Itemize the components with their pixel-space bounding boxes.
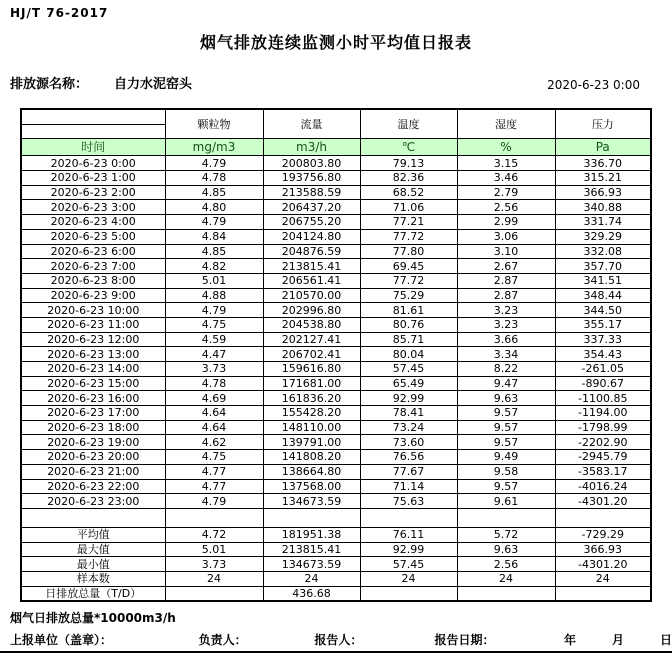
- value-cell: -1798.99: [555, 420, 651, 435]
- unit-cell-humidity: %: [457, 139, 555, 156]
- value-cell: 3.34: [457, 347, 555, 362]
- value-cell: -2202.90: [555, 435, 651, 450]
- value-cell: -261.05: [555, 362, 651, 377]
- source-name: 自力水泥窑头: [114, 77, 193, 92]
- summary-value-cell: [457, 586, 555, 601]
- value-cell: 2.79: [457, 185, 555, 200]
- value-cell: -1100.85: [555, 391, 651, 406]
- unit-cell-pm: mg/m3: [165, 139, 263, 156]
- value-cell: 5.01: [165, 273, 263, 288]
- footer-note: 烟气日排放总量*10000m3/h: [10, 611, 176, 626]
- value-cell: 80.76: [360, 317, 457, 332]
- value-cell: 68.52: [360, 185, 457, 200]
- unit-cell-pressure: Pa: [555, 139, 651, 156]
- summary-value-cell: [360, 586, 457, 601]
- summary-value-cell: -4301.20: [555, 557, 651, 572]
- value-cell: 75.63: [360, 494, 457, 509]
- value-cell: 340.88: [555, 200, 651, 215]
- bottom-divider: [0, 651, 672, 653]
- time-cell: 2020-6-23 7:00: [21, 259, 165, 274]
- value-cell: 71.06: [360, 200, 457, 215]
- summary-value-cell: 24: [263, 571, 360, 586]
- value-cell: 3.06: [457, 229, 555, 244]
- value-cell: 85.71: [360, 332, 457, 347]
- year-label: 年: [563, 633, 576, 648]
- source-label: 排放源名称：: [10, 77, 89, 92]
- summary-row: [21, 586, 651, 601]
- value-cell: 4.79: [165, 494, 263, 509]
- value-cell: 3.23: [457, 303, 555, 318]
- value-cell: 9.58: [457, 464, 555, 479]
- value-cell: 4.47: [165, 347, 263, 362]
- table-row: [21, 420, 651, 435]
- unit-cell-flow: m3/h: [263, 139, 360, 156]
- table-row: [21, 406, 651, 421]
- spacer-row: [21, 508, 651, 527]
- value-cell: 4.82: [165, 259, 263, 274]
- summary-label-cell: 最小值: [21, 557, 165, 572]
- table-row: [21, 332, 651, 347]
- table-row: [21, 303, 651, 318]
- value-cell: 202127.41: [263, 332, 360, 347]
- value-cell: 204538.80: [263, 317, 360, 332]
- time-header-cell: 时间: [21, 139, 165, 156]
- value-cell: 148110.00: [263, 420, 360, 435]
- summary-row: [21, 542, 651, 557]
- value-cell: 4.64: [165, 420, 263, 435]
- value-cell: 315.21: [555, 171, 651, 186]
- value-cell: 79.13: [360, 156, 457, 171]
- value-cell: 204124.80: [263, 229, 360, 244]
- table-row: [21, 259, 651, 274]
- table-row: [21, 435, 651, 450]
- value-cell: 341.51: [555, 273, 651, 288]
- spacer-cell: [457, 508, 555, 527]
- value-cell: 366.93: [555, 185, 651, 200]
- corner-cell-top: [21, 109, 165, 124]
- value-cell: 76.56: [360, 450, 457, 465]
- summary-value-cell: 9.63: [457, 542, 555, 557]
- value-cell: 348.44: [555, 288, 651, 303]
- value-cell: 4.78: [165, 171, 263, 186]
- table-row: [21, 288, 651, 303]
- value-cell: 75.29: [360, 288, 457, 303]
- summary-row: [21, 557, 651, 572]
- value-cell: 71.14: [360, 479, 457, 494]
- emission-source: [10, 73, 192, 92]
- value-cell: 77.72: [360, 273, 457, 288]
- value-cell: 9.57: [457, 420, 555, 435]
- value-cell: 57.45: [360, 362, 457, 377]
- standard-number: HJ/T 76-2017: [10, 6, 109, 20]
- month-label: 月: [611, 633, 624, 648]
- spacer-cell: [555, 508, 651, 527]
- report-date-label: 报告日期：: [434, 633, 495, 648]
- value-cell: 354.43: [555, 347, 651, 362]
- value-cell: 2.87: [457, 273, 555, 288]
- column-header-flow: 流量: [263, 109, 360, 139]
- value-cell: 80.04: [360, 347, 457, 362]
- summary-value-cell: 181951.38: [263, 527, 360, 542]
- summary-value-cell: 366.93: [555, 542, 651, 557]
- day-label: 日: [659, 633, 672, 648]
- time-cell: 2020-6-23 18:00: [21, 420, 165, 435]
- table-row: [21, 362, 651, 377]
- table-row: [21, 317, 651, 332]
- time-cell: 2020-6-23 19:00: [21, 435, 165, 450]
- time-cell: 2020-6-23 21:00: [21, 464, 165, 479]
- table-row: [21, 200, 651, 215]
- value-cell: 206702.41: [263, 347, 360, 362]
- value-cell: 139791.00: [263, 435, 360, 450]
- summary-value-cell: 76.11: [360, 527, 457, 542]
- spacer-cell: [360, 508, 457, 527]
- value-cell: 82.36: [360, 171, 457, 186]
- summary-rows: [21, 527, 651, 601]
- value-cell: 141808.20: [263, 450, 360, 465]
- table-row: [21, 479, 651, 494]
- value-cell: 4.79: [165, 215, 263, 230]
- value-cell: 4.79: [165, 303, 263, 318]
- value-cell: 4.78: [165, 376, 263, 391]
- time-cell: 2020-6-23 20:00: [21, 450, 165, 465]
- value-cell: 73.60: [360, 435, 457, 450]
- value-cell: 9.47: [457, 376, 555, 391]
- value-cell: 3.46: [457, 171, 555, 186]
- summary-row: [21, 571, 651, 586]
- value-cell: 4.75: [165, 450, 263, 465]
- time-cell: 2020-6-23 6:00: [21, 244, 165, 259]
- time-cell: 2020-6-23 10:00: [21, 303, 165, 318]
- spacer-cell: [263, 508, 360, 527]
- value-cell: 4.79: [165, 156, 263, 171]
- time-cell: 2020-6-23 5:00: [21, 229, 165, 244]
- summary-value-cell: 4.72: [165, 527, 263, 542]
- value-cell: 9.49: [457, 450, 555, 465]
- time-cell: 2020-6-23 16:00: [21, 391, 165, 406]
- summary-value-cell: 24: [555, 571, 651, 586]
- summary-value-cell: 436.68: [263, 586, 360, 601]
- table-row: [21, 273, 651, 288]
- column-header-pm: 颗粒物: [165, 109, 263, 139]
- summary-value-cell: 24: [165, 571, 263, 586]
- value-cell: 9.63: [457, 391, 555, 406]
- value-cell: 9.57: [457, 479, 555, 494]
- value-cell: 3.15: [457, 156, 555, 171]
- date-placeholders: [528, 631, 672, 648]
- report-info-row: [10, 73, 640, 92]
- table-row: [21, 376, 651, 391]
- value-cell: 4.62: [165, 435, 263, 450]
- time-cell: 2020-6-23 9:00: [21, 288, 165, 303]
- time-cell: 2020-6-23 13:00: [21, 347, 165, 362]
- value-cell: 138664.80: [263, 464, 360, 479]
- value-cell: 337.33: [555, 332, 651, 347]
- corner-cell-bottom: [21, 124, 165, 139]
- value-cell: 202996.80: [263, 303, 360, 318]
- value-cell: 159616.80: [263, 362, 360, 377]
- responsible-person-label: 负责人：: [198, 633, 247, 648]
- value-cell: 171681.00: [263, 376, 360, 391]
- value-cell: 4.80: [165, 200, 263, 215]
- value-cell: 92.99: [360, 391, 457, 406]
- value-cell: 331.74: [555, 215, 651, 230]
- time-cell: 2020-6-23 0:00: [21, 156, 165, 171]
- time-cell: 2020-6-23 2:00: [21, 185, 165, 200]
- summary-value-cell: 24: [360, 571, 457, 586]
- column-header-temp: 温度: [360, 109, 457, 139]
- unit-header-row: [21, 139, 651, 156]
- value-cell: 4.75: [165, 317, 263, 332]
- summary-value-cell: 5.72: [457, 527, 555, 542]
- table-row: [21, 215, 651, 230]
- value-cell: 3.73: [165, 362, 263, 377]
- summary-value-cell: 3.73: [165, 557, 263, 572]
- value-cell: 2.56: [457, 200, 555, 215]
- table-row: [21, 347, 651, 362]
- value-cell: 4.77: [165, 479, 263, 494]
- table-row: [21, 229, 651, 244]
- value-cell: -4016.24: [555, 479, 651, 494]
- time-cell: 2020-6-23 1:00: [21, 171, 165, 186]
- summary-label-cell: 最大值: [21, 542, 165, 557]
- value-cell: 77.80: [360, 244, 457, 259]
- value-cell: 206437.20: [263, 200, 360, 215]
- column-header-humidity: 湿度: [457, 109, 555, 139]
- value-cell: 336.70: [555, 156, 651, 171]
- reporting-unit-label: 上报单位（盖章）：: [10, 633, 113, 648]
- unit-cell-temp: ℃: [360, 139, 457, 156]
- summary-value-cell: 2.56: [457, 557, 555, 572]
- value-cell: 213588.59: [263, 185, 360, 200]
- value-cell: 4.64: [165, 406, 263, 421]
- value-cell: 3.23: [457, 317, 555, 332]
- spacer-cell: [21, 508, 165, 527]
- footer-fields: [10, 631, 672, 648]
- value-cell: -4301.20: [555, 494, 651, 509]
- table-row: [21, 244, 651, 259]
- value-cell: 8.22: [457, 362, 555, 377]
- time-cell: 2020-6-23 22:00: [21, 479, 165, 494]
- value-cell: 200803.80: [263, 156, 360, 171]
- value-cell: -3583.17: [555, 464, 651, 479]
- summary-value-cell: 134673.59: [263, 557, 360, 572]
- value-cell: 155428.20: [263, 406, 360, 421]
- time-cell: 2020-6-23 11:00: [21, 317, 165, 332]
- value-cell: 9.57: [457, 406, 555, 421]
- value-cell: 3.66: [457, 332, 555, 347]
- summary-value-cell: 24: [457, 571, 555, 586]
- value-cell: 65.49: [360, 376, 457, 391]
- value-cell: 9.61: [457, 494, 555, 509]
- time-cell: 2020-6-23 4:00: [21, 215, 165, 230]
- value-cell: 81.61: [360, 303, 457, 318]
- table-row: [21, 156, 651, 171]
- page-title: 烟气排放连续监测小时平均值日报表: [199, 33, 472, 52]
- summary-value-cell: [165, 586, 263, 601]
- value-cell: 9.57: [457, 435, 555, 450]
- summary-row: [21, 527, 651, 542]
- time-cell: 2020-6-23 15:00: [21, 376, 165, 391]
- param-header-row: [21, 109, 651, 124]
- summary-value-cell: 57.45: [360, 557, 457, 572]
- value-cell: -890.67: [555, 376, 651, 391]
- value-cell: 193756.80: [263, 171, 360, 186]
- value-cell: 344.50: [555, 303, 651, 318]
- value-cell: 2.99: [457, 215, 555, 230]
- value-cell: 329.29: [555, 229, 651, 244]
- summary-value-cell: [555, 586, 651, 601]
- value-cell: -2945.79: [555, 450, 651, 465]
- value-cell: 355.17: [555, 317, 651, 332]
- summary-label-cell: 平均值: [21, 527, 165, 542]
- value-cell: 4.85: [165, 244, 263, 259]
- value-cell: 2.87: [457, 288, 555, 303]
- column-header-pressure: 压力: [555, 109, 651, 139]
- time-cell: 2020-6-23 3:00: [21, 200, 165, 215]
- summary-label-cell: 日排放总量（T/D）: [21, 586, 165, 601]
- value-cell: 78.41: [360, 406, 457, 421]
- reporter-label: 报告人：: [314, 633, 363, 648]
- table-row: [21, 450, 651, 465]
- table-row: [21, 464, 651, 479]
- table-row: [21, 391, 651, 406]
- value-cell: -1194.00: [555, 406, 651, 421]
- summary-value-cell: 92.99: [360, 542, 457, 557]
- value-cell: 4.69: [165, 391, 263, 406]
- time-cell: 2020-6-23 8:00: [21, 273, 165, 288]
- time-cell: 2020-6-23 12:00: [21, 332, 165, 347]
- value-cell: 4.88: [165, 288, 263, 303]
- value-cell: 69.45: [360, 259, 457, 274]
- value-cell: 4.84: [165, 229, 263, 244]
- value-cell: 77.72: [360, 229, 457, 244]
- value-cell: 73.24: [360, 420, 457, 435]
- table-row: [21, 494, 651, 509]
- summary-value-cell: 5.01: [165, 542, 263, 557]
- time-cell: 2020-6-23 23:00: [21, 494, 165, 509]
- value-cell: 332.08: [555, 244, 651, 259]
- spacer-cell: [165, 508, 263, 527]
- value-cell: 77.67: [360, 464, 457, 479]
- value-cell: 134673.59: [263, 494, 360, 509]
- time-cell: 2020-6-23 14:00: [21, 362, 165, 377]
- value-cell: 204876.59: [263, 244, 360, 259]
- value-cell: 210570.00: [263, 288, 360, 303]
- value-cell: 213815.41: [263, 259, 360, 274]
- value-cell: 161836.20: [263, 391, 360, 406]
- value-cell: 206755.20: [263, 215, 360, 230]
- value-cell: 3.10: [457, 244, 555, 259]
- table-row: [21, 185, 651, 200]
- summary-value-cell: 213815.41: [263, 542, 360, 557]
- time-cell: 2020-6-23 17:00: [21, 406, 165, 421]
- table-row: [21, 171, 651, 186]
- value-cell: 4.85: [165, 185, 263, 200]
- summary-label-cell: 样本数: [21, 571, 165, 586]
- hourly-average-table: [20, 108, 652, 602]
- value-cell: 206561.41: [263, 273, 360, 288]
- report-datetime: 2020-6-23 0:00: [547, 78, 640, 92]
- value-cell: 77.21: [360, 215, 457, 230]
- value-cell: 357.70: [555, 259, 651, 274]
- summary-value-cell: -729.29: [555, 527, 651, 542]
- value-cell: 4.77: [165, 464, 263, 479]
- value-cell: 4.59: [165, 332, 263, 347]
- data-rows: [21, 156, 651, 509]
- value-cell: 137568.00: [263, 479, 360, 494]
- value-cell: 2.67: [457, 259, 555, 274]
